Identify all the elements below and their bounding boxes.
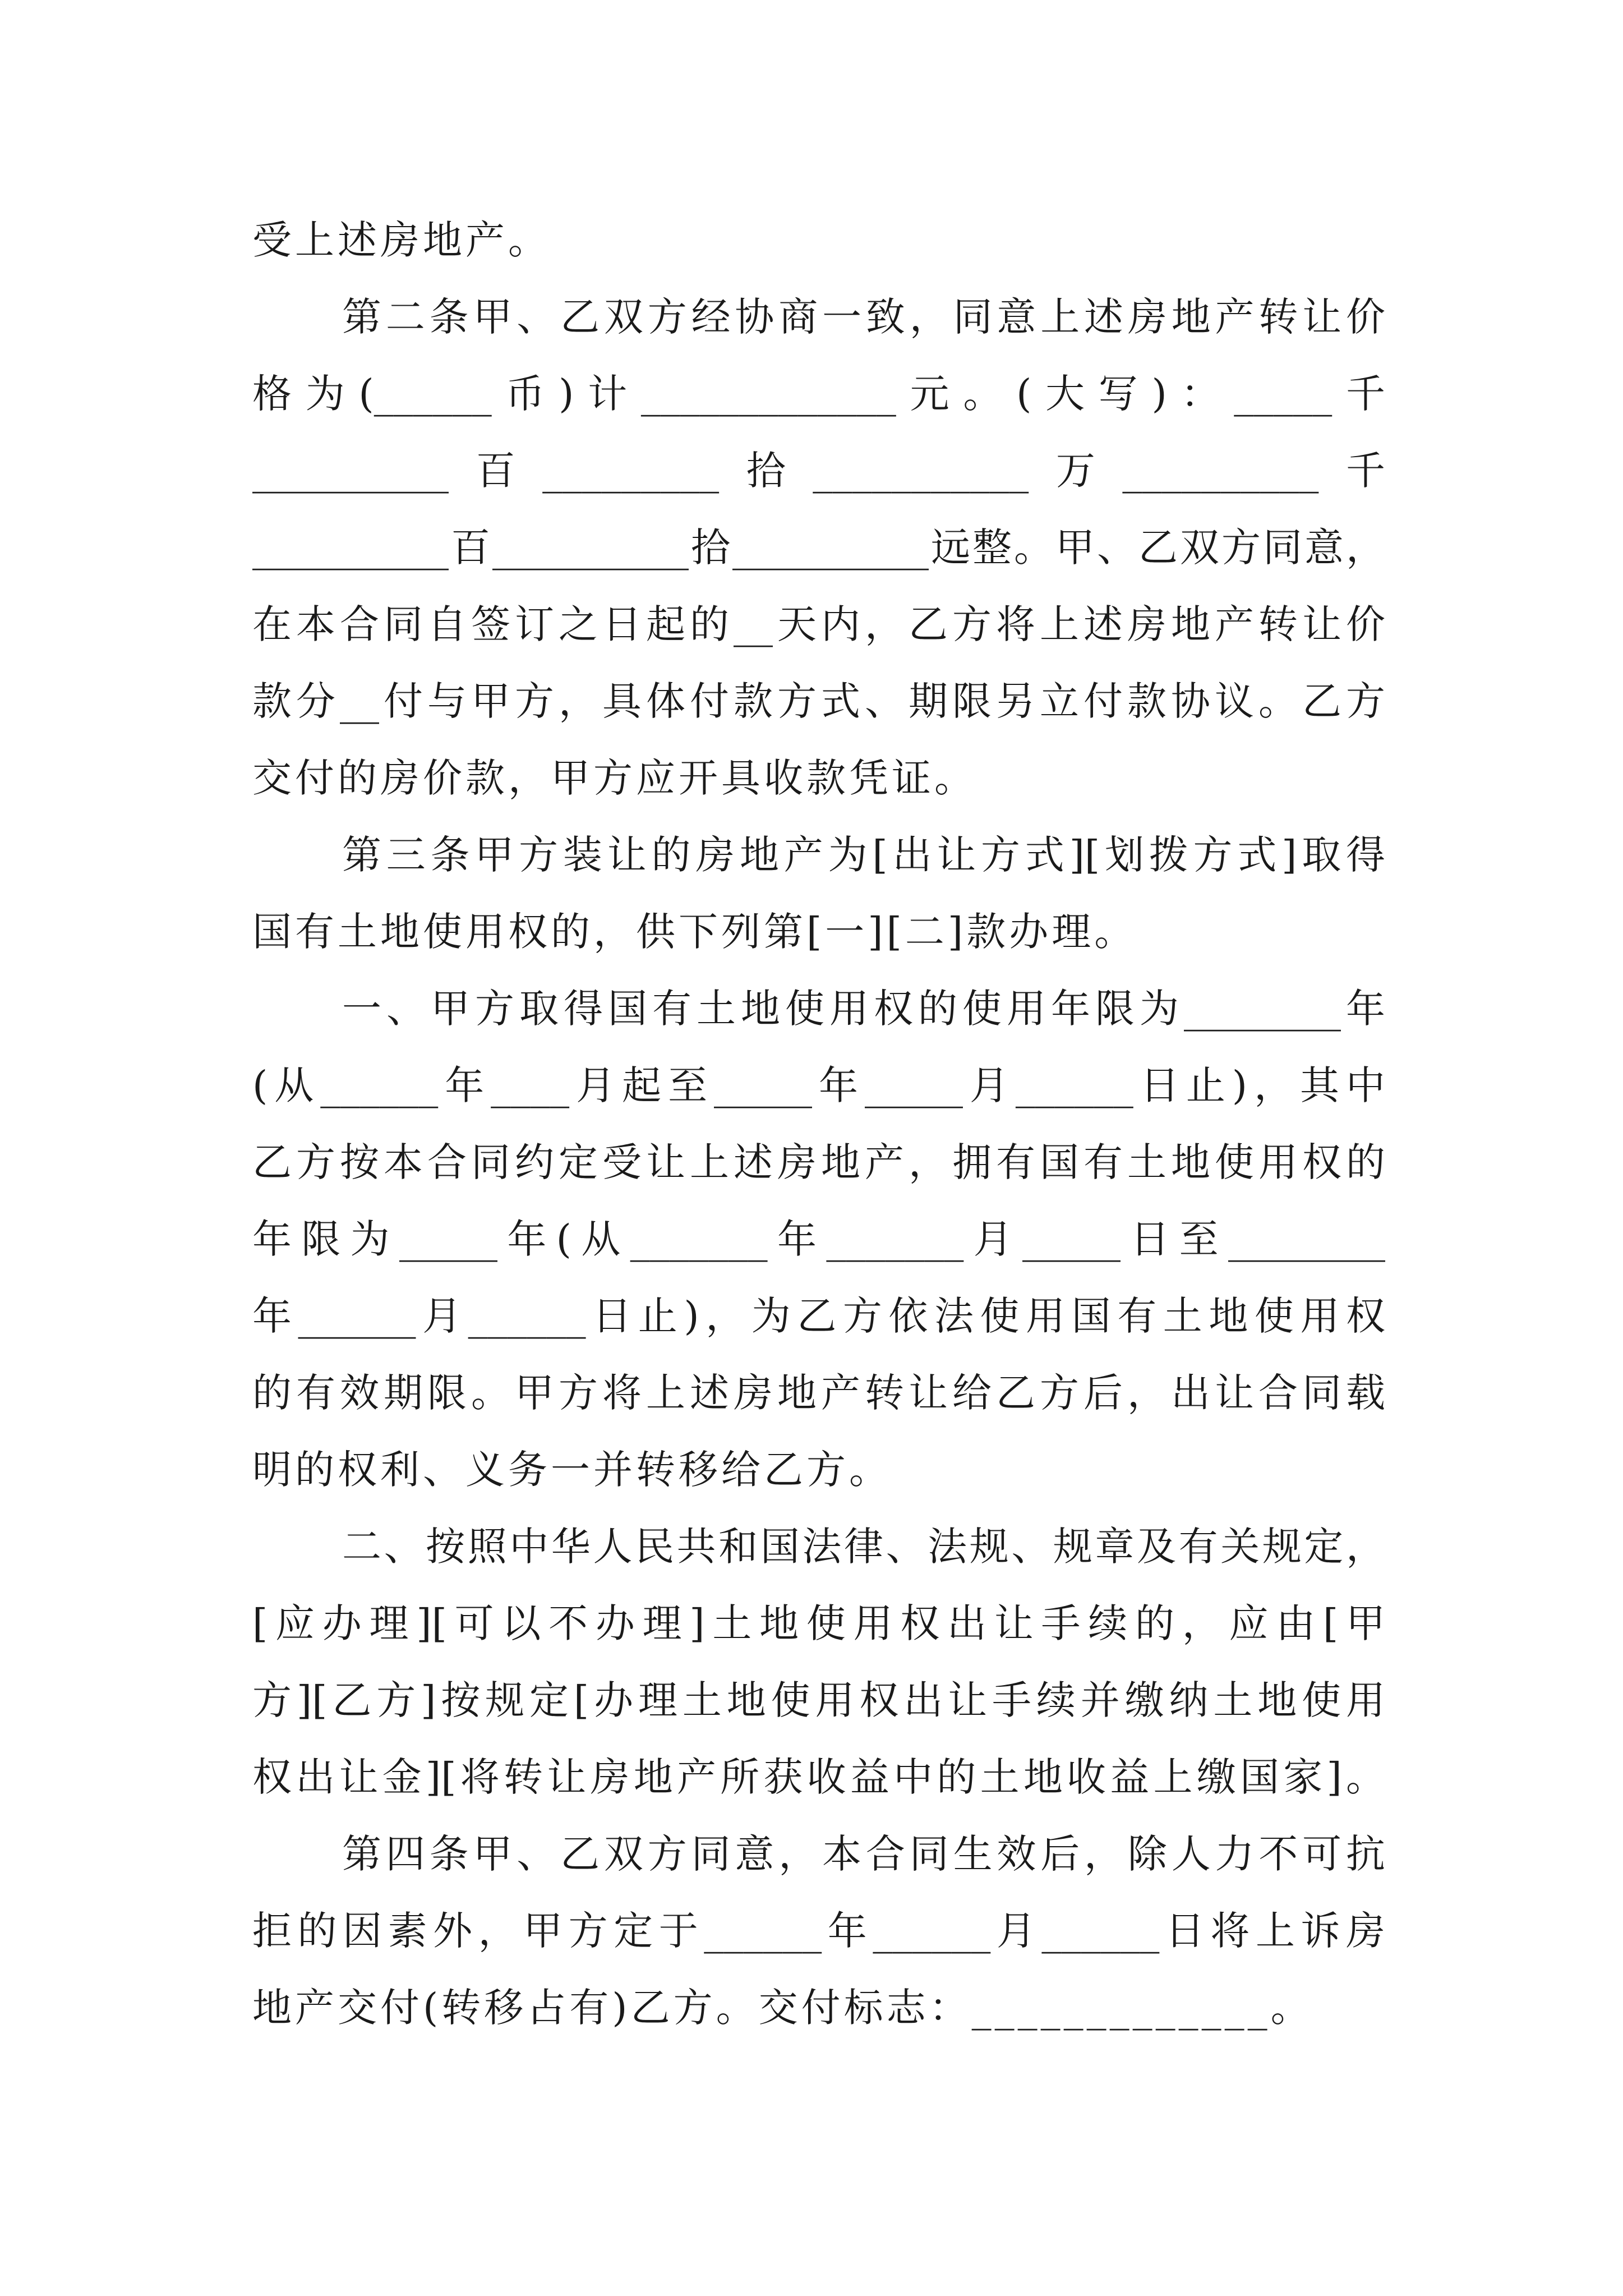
text-line: 款分__付与甲方，具体付款方式、期限另立付款协议。乙方 (252, 678, 1385, 724)
text-line: 年限为_____年(从_______年_______月_____日至________ (252, 1216, 1385, 1262)
text-line: 国有土地使用权的，供下列第[一][二]款办理。 (252, 909, 1137, 955)
text-line: 方][乙方]按规定[办理土地使用权出让手续并缴纳土地使用 (252, 1677, 1385, 1723)
article-4-heading: 第四条甲、乙双方同意，本合同生效后，除人力不可抗 (342, 1831, 1385, 1877)
text-line: __________百_________拾___________万__________千 (252, 448, 1385, 494)
text-line: 年______月______日止)，为乙方依法使用国有土地使用权 (252, 1293, 1385, 1339)
text-line: 格为(______币)计_____________元。(大写)：_____千 (252, 371, 1385, 417)
text-line: 地产交付(转移占有)乙方。交付标志：_____________。 (252, 1985, 1313, 2031)
clause-1-heading: 一、甲方取得国有土地使用权的使用年限为________年 (342, 986, 1385, 1032)
clause-2-heading: 二、按照中华人民共和国法律、法规、规章及有关规定， (342, 1524, 1385, 1570)
text-line: 交付的房价款，甲方应开具收款凭证。 (252, 755, 977, 801)
text-line: 权出让金][将转让房地产所获收益中的土地收益上缴国家]。 (252, 1754, 1385, 1800)
text-line: [应办理][可以不办理]土地使用权出让手续的，应由[甲 (252, 1600, 1385, 1646)
text-line: 受上述房地产。 (252, 217, 551, 263)
article-3-heading: 第三条甲方装让的房地产为[出让方式][划拨方式]取得 (342, 832, 1385, 878)
text-line: __________百__________拾__________远整。甲、乙双方同意， (252, 524, 1385, 570)
text-line: (从______年____月起至_____年_____月______日止)，其中 (252, 1062, 1385, 1108)
text-line: 在本合同自签订之日起的__天内，乙方将上述房地产转让价 (252, 601, 1385, 647)
text-line: 的有效期限。甲方将上述房地产转让给乙方后，出让合同载 (252, 1370, 1385, 1416)
text-line: 乙方按本合同约定受让上述房地产，拥有国有土地使用权的 (252, 1139, 1385, 1185)
article-2-heading: 第二条甲、乙双方经协商一致，同意上述房地产转让价 (342, 294, 1385, 340)
text-line: 拒的因素外，甲方定于______年______月______日将上诉房 (252, 1908, 1385, 1954)
text-line: 明的权利、义务一并转移给乙方。 (252, 1447, 892, 1493)
